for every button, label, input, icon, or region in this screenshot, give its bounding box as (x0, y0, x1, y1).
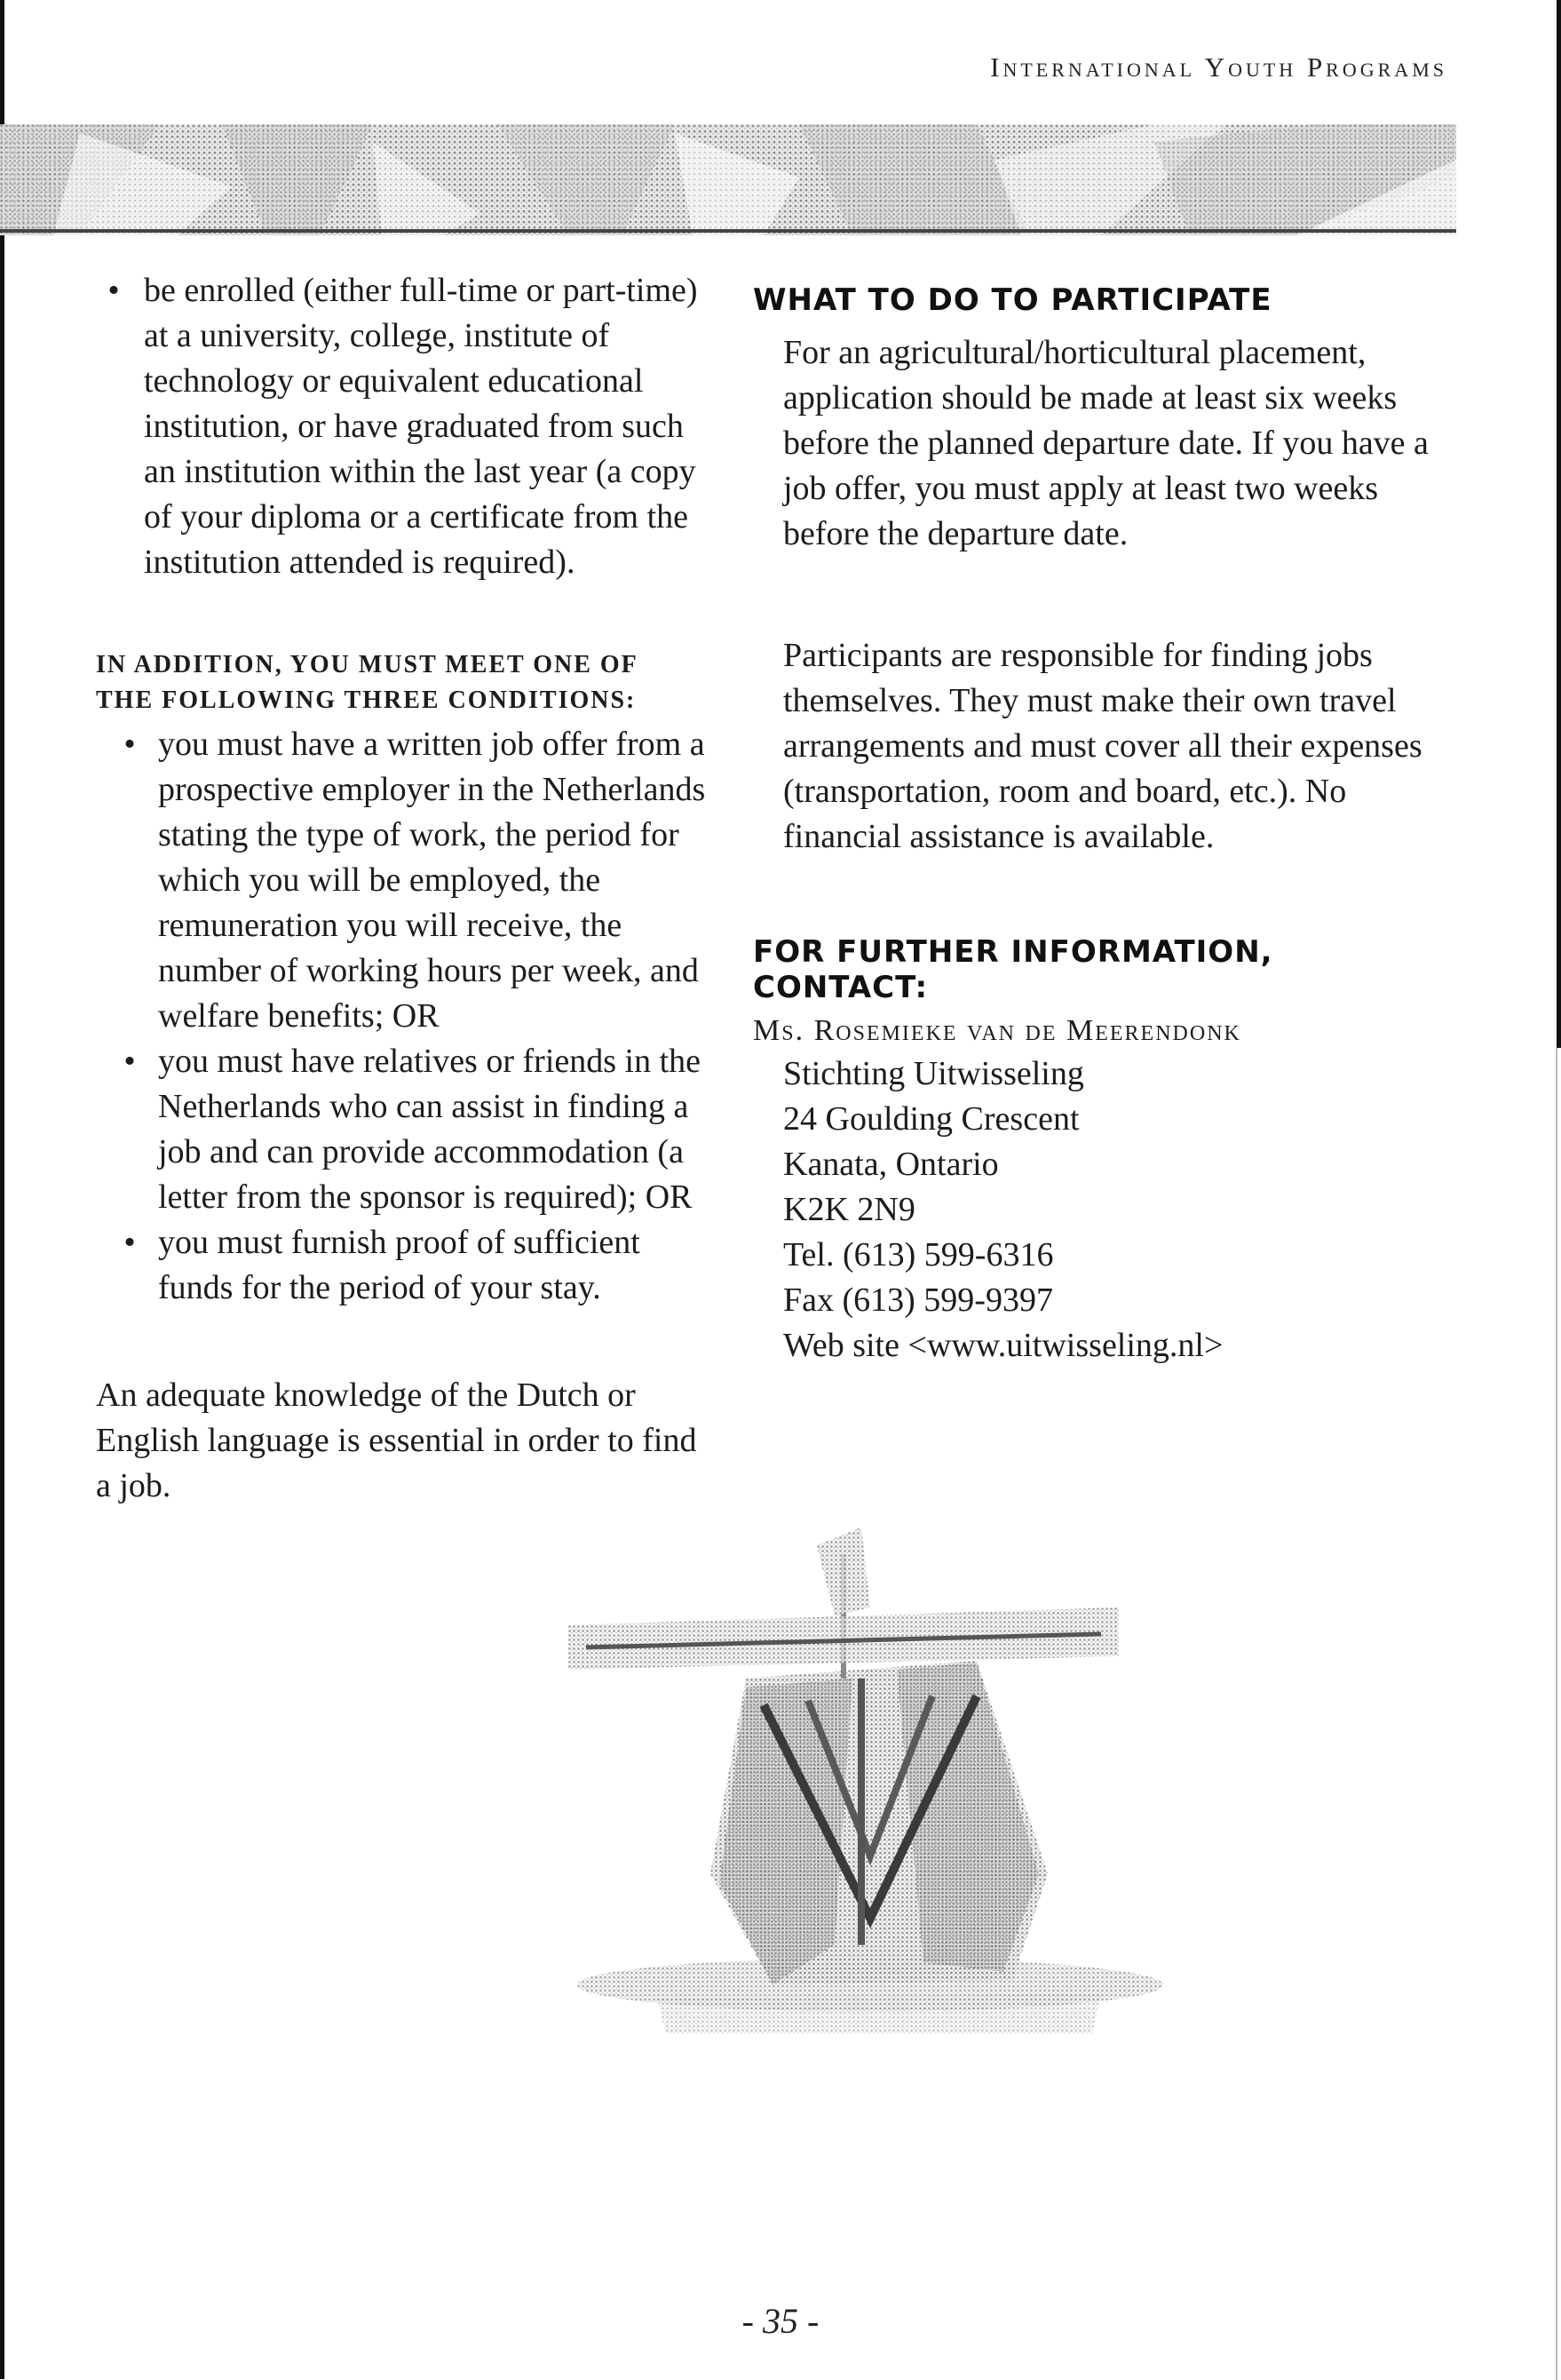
page-number: - 35 - (741, 2301, 820, 2341)
condition-text: you must have a written job offer from a prospective employer in the Netherlands stating the type of work, the period for which you will be employed, the remuneration you will receive, the number of working hours per week, and welfare benefits; OR (158, 726, 706, 1035)
condition-item (112, 1220, 717, 1311)
page-edge-left (0, 0, 4, 2379)
condition-text: you must have relatives or friends in the Netherlands who can assist in finding a job and can provide accommodation (a letter from the sponsor is required); OR (158, 1043, 701, 1216)
contact-heading: FOR FURTHER INFORMATION, CONTACT: (753, 934, 1273, 1005)
contact-postal-code: K2K 2N9 (783, 1191, 915, 1228)
contact-name: Ms. Rosemieke van de Meerendonk (753, 1014, 1241, 1047)
bullet-icon: • (107, 272, 120, 309)
bullet-icon: • (123, 1043, 136, 1080)
condition-item (112, 722, 717, 1039)
enrollment-text: be enrolled (either full-time or part-time) at a university, college, institute of technology or equivalent educational institution, or have graduated from such an institution within the last year (a copy of your diploma or a certificate from the institution attended is required). (144, 272, 698, 581)
language-note: An adequate knowledge of the Dutch or English language is essential in order to find a job. (96, 1376, 697, 1504)
page-edge-right-faint (1556, 1048, 1557, 2380)
contact-organization: Stichting Uitwisseling (783, 1055, 1084, 1092)
banner-texture-graphic (0, 124, 1456, 235)
participate-heading: WHAT TO DO TO PARTICIPATE (753, 282, 1272, 318)
contact-web: Web site <www.uitwisseling.nl> (783, 1327, 1224, 1364)
banner-rule (0, 229, 1456, 233)
decorative-banner (0, 124, 1456, 235)
contact-tel: Tel. (613) 599-6316 (783, 1236, 1054, 1273)
conditions-heading-line1: IN ADDITION, YOU MUST MEET ONE OF (96, 651, 638, 678)
bullet-icon: • (123, 1224, 136, 1261)
participate-text: For an agricultural/horticultural placement, application should be made at least six weeks before the planned departure date. If you have a job offer, you must apply at least two weeks before the departure date. (783, 334, 1429, 552)
page-edge-right (1557, 0, 1561, 1048)
enrollment-bullet (96, 268, 717, 585)
contact-street: 24 Goulding Crescent (783, 1100, 1080, 1138)
conditions-heading-line2: THE FOLLOWING THREE CONDITIONS: (96, 686, 637, 714)
right-column (753, 282, 1454, 1368)
windmill-emblem-icon (479, 1501, 1279, 2122)
responsibility-text: Participants are responsible for finding jobs themselves. They must make their own travel arrangements and must cover all their expenses (transportation, room and board, etc.). No financial assistance is available. (783, 637, 1422, 855)
contact-fax: Fax (613) 599-9397 (783, 1281, 1053, 1319)
condition-text: you must furnish proof of sufficient funds for the period of your stay. (158, 1224, 640, 1306)
left-column (96, 268, 717, 1509)
running-header: International Youth Programs (990, 52, 1447, 83)
condition-item (112, 1039, 717, 1220)
bullet-icon: • (123, 726, 136, 763)
contact-city: Kanata, Ontario (783, 1146, 999, 1183)
